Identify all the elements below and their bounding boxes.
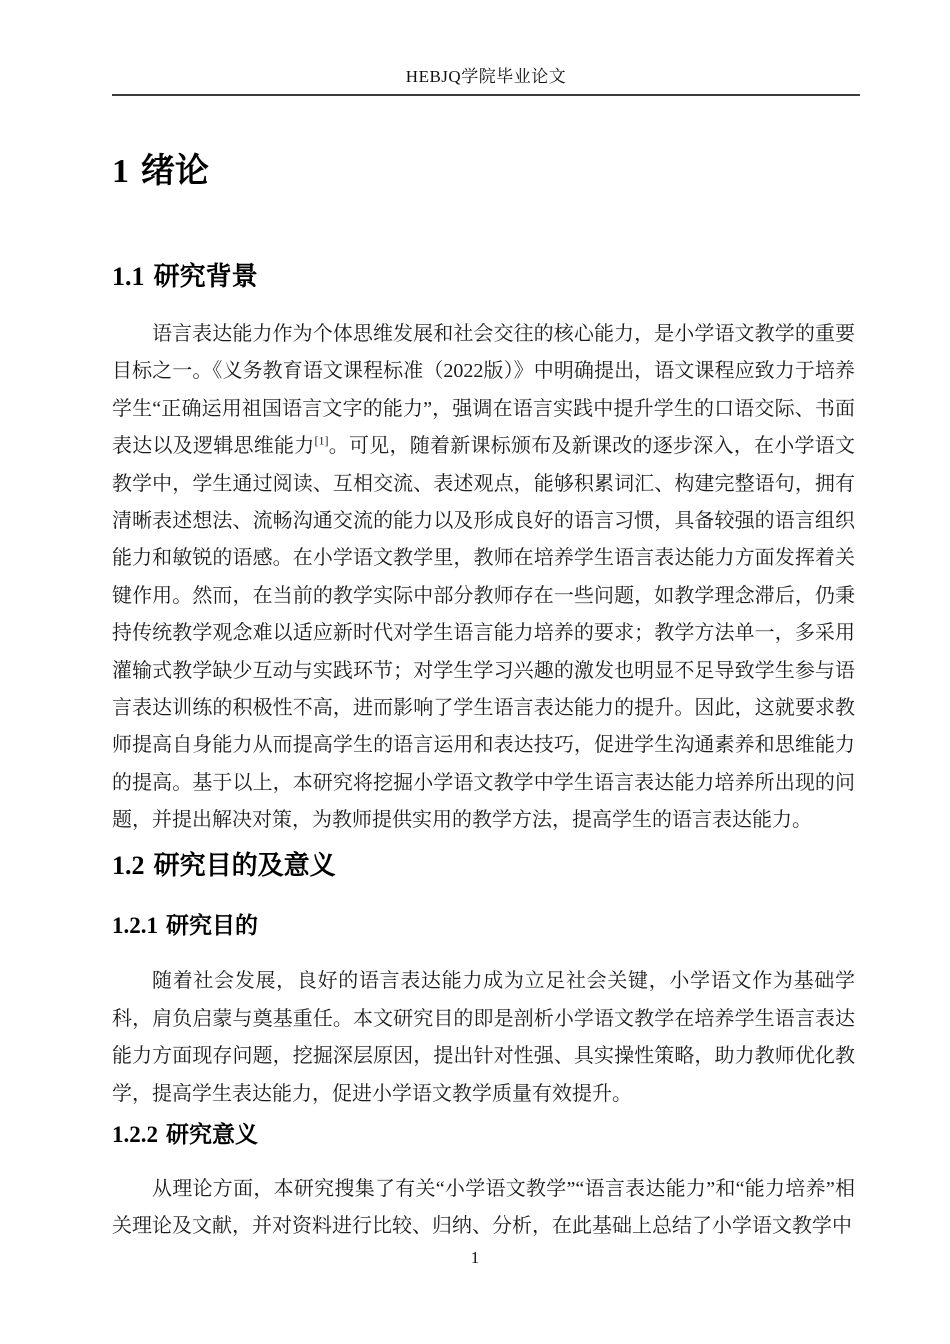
subsection-1-2-1-title: 研究目的 (166, 911, 259, 938)
section-1-1-number: 1.1 (112, 261, 145, 291)
chapter-number: 1 (112, 153, 129, 190)
paragraph-research-background (112, 316, 855, 840)
paragraph-research-purpose: 随着社会发展，良好的语言表达能力成为立足社会关键，小学语文作为基础学科，肩负启蒙与奠基重任。本文研究目的即是剖析小学语文教学在培养学生语言表达能力方面现存问题，挖掘深层原因，提出针对性强、具实操性策略，助力教师优化教学，提高学生表达能力，促进小学语文教学质量有效提升。 (112, 970, 855, 1105)
paragraph-research-significance: 从理论方面，本研究搜集了有关“小学语文教学”“语言表达能力”和“能力培养”相关理论及文献，并对资料进行比较、归纳、分析，在此基础上总结了小学语文教学中 (112, 1177, 855, 1238)
chapter-title: 绪论 (140, 152, 209, 190)
paragraph-text-before-footnote: 语言表达能力作为个体思维发展和社会交往的核心能力，是小学语文教学的重要目标之一。《义务教育语文课程标准（2022版）》中明确提出，语文课程应致力于培养学生“正确运用祖国语言文字的能力”，强调在语言实践中提升学生的口语交际、书面表达以及逻辑思维能力 (112, 322, 855, 458)
chapter-heading (112, 151, 855, 193)
paragraph-text-after-footnote: 。可见，随着新课标颁布及新课改的逐步深入，在小学语文教学中，学生通过阅读、互相交流、表述观点，能够积累词汇、构建完整语句，拥有清晰表述想法、流畅沟通交流的能力以及形成良好的语言习惯，具备较强的语言组织能力和敏锐的语感。在小学语文教学里，教师在培养学生语言表达能力方面发挥着关键作用。然而，在当前的教学实际中部分教师存在一些问题，如教学理念滞后，仍秉持传统教学观念难以适应新时代对学生语言能力培养的要求；教学方法单一，多采用灌输式教学缺少互动与实践环节；对学生学习兴趣的激发也明显不足导致学生参与语言表达训练的积极性不高，进而影响了学生语言表达能力的提升。因此，这就要求教师提高自身能力从而提高学生的语言运用和表达技巧，促进学生沟通素养和思维能力的提高。基于以上，本研究将挖掘小学语文教学中学生语言表达能力培养所出现的问题，并提出解决对策，为教师提供实用的教学方法，提高学生的语言表达能力。 (112, 435, 855, 832)
subsection-1-2-2-number: 1.2.2 (112, 1122, 158, 1148)
section-heading-1-1 (112, 261, 855, 292)
subsection-heading-1-2-2 (112, 1121, 855, 1149)
subsection-heading-1-2-1 (112, 912, 855, 940)
section-1-1-title: 研究背景 (153, 260, 258, 291)
page-footer (0, 1248, 950, 1268)
page-body (112, 151, 855, 1245)
running-head-title: HEBJQ学院毕业论文 (405, 67, 567, 86)
section-1-2-number: 1.2 (112, 850, 145, 880)
section-1-2-title: 研究目的及意义 (153, 849, 336, 880)
page-number: 1 (470, 1248, 480, 1267)
page-header (112, 0, 860, 96)
section-heading-1-2 (112, 850, 855, 881)
subsection-1-2-2-title: 研究意义 (166, 1121, 259, 1148)
footnote-reference-1: [1] (314, 433, 329, 448)
subsection-1-2-1-number: 1.2.1 (112, 912, 158, 938)
